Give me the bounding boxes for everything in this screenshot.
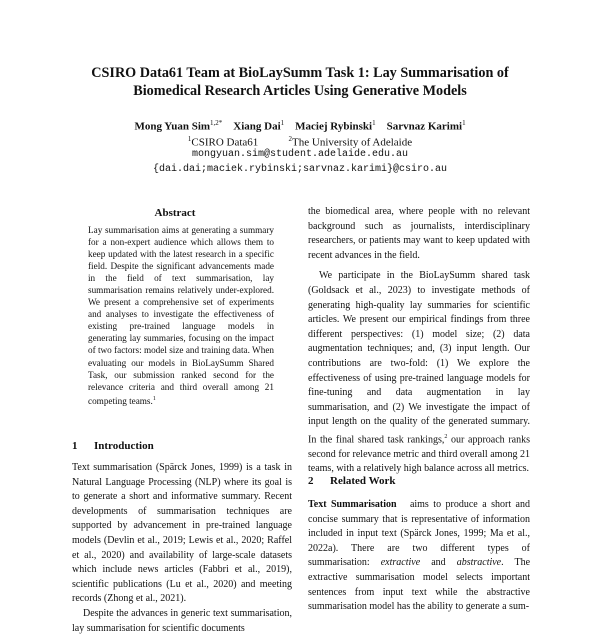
intro-paragraph-1: Text summarisation (Spärck Jones, 1999) is a task in Natural Language Processing (NLP) where its goal is to generate a short and informative summary. Recent developments of summarisation techniques are supported by advancement in pre-trained language models (Devlin et al., 2019; Lewis et al., 2020; Raffel et al., 2020) and availability of large-scale datasets which include news articles (Fabbri et al., 2019), scientific publications (Lu et al., 2020) and meeting records (Zhong et al., 2021). [72, 462, 292, 605]
author-affil-mark: 1 [280, 119, 285, 127]
title-line-2: Biomedical Research Articles Using Generative Models [133, 83, 467, 99]
right-paragraph-2-tail: our approach ranks second for relevance metric and third overall among 21 teams, with a relatively high balance across all metrics. [308, 434, 530, 475]
footnote-mark: 1 [152, 395, 156, 402]
right-paragraph-2 [308, 269, 530, 477]
abstract-text: Lay summarisation aims at generating a summary for a non-expert audience which allows them to keep updated with the latest research in a specific field. Despite the significant advancements made in the field of text summarisation, lay summarisation remains relatively under-explored. We present a comprehensive set of experiments and analyses to investigate the effectiveness of existing pre-trained language models in generating lay summaries, focusing on the impact of two factors: model size and training data. When evaluating our models in BioLaySumm Shared Task, our submission ranked second for the relevance criteria and third overall among 21 competing teams. [88, 225, 274, 406]
author-list [40, 116, 560, 134]
abstract-heading: Abstract [154, 207, 196, 219]
author-affil-mark: 1 [462, 119, 466, 127]
author-affil-mark: 1,2* [210, 119, 223, 127]
email-line-2[interactable]: {dai.dai;maciek.rybinski;sarvnaz.karimi}@csiro.au [152, 164, 448, 175]
section-number: 1 [72, 440, 78, 452]
section-title: Related Work [330, 475, 396, 487]
affiliations [40, 132, 560, 150]
affil-mark: 2 [288, 135, 293, 143]
affil-mark: 1 [187, 135, 192, 143]
section-heading-introduction [72, 440, 154, 452]
footnote-mark: 2 [444, 433, 448, 440]
affil-name: The University of Adelaide [292, 136, 413, 149]
related-paragraph [308, 498, 530, 615]
term-extractive: extractive [380, 557, 421, 569]
intro-paragraph-2: Despite the advances in generic text summarisation, lay summarisation for scientific documents [72, 607, 292, 634]
term-abstractive: abstractive [456, 557, 502, 569]
related-work-column [308, 498, 530, 615]
right-paragraph-2-text: We participate in the BioLaySumm shared task (Goldsack et al., 2023) to investigate methods of generating high-quality lay summaries for scientific articles. We present our empirical findings from three different perspectives: (1) model size; (2) data augmentation techniques; and, (3) input length. Our contributions are two-fold: (1) We explore the effectiveness of using pre-trained language models for fine-tuning and data augmentation in lay summarisation, and (2) We investigate the impact of input length on the quality of the generated summary. In the final shared task rankings, [308, 270, 530, 446]
author-name: Xiang Dai [233, 120, 281, 133]
paper-title [40, 64, 560, 100]
paragraph-label: Text Summarisation [308, 499, 397, 510]
title-line-1: CSIRO Data61 Team at BioLaySumm Task 1: Lay Summarisation of [91, 65, 509, 81]
author-name: Maciej Rybinski [295, 120, 373, 133]
intro-column [72, 461, 292, 636]
email-line-1[interactable]: mongyuan.sim@student.adelaide.edu.au [191, 149, 409, 160]
right-column [308, 205, 530, 477]
section-title: Introduction [94, 440, 154, 452]
author-affil-mark: 1 [372, 119, 376, 127]
related-text-1: aims to produce a short and concise summary that is representative of information included in input text (Spärck Jones, 1999; Ma et al., 2022a). There are two different types of summarisation: [308, 499, 530, 569]
related-and: and [431, 557, 446, 569]
right-paragraph-1: the biomedical area, where people with no relevant background such as journalists, interdisciplinary researchers, or patients may want to keep updated with recent advances in the field. [308, 206, 530, 261]
author-name: Mong Yuan Sim [134, 120, 211, 133]
abstract-body [88, 224, 274, 407]
section-number: 2 [308, 475, 314, 487]
author-name: Sarvnaz Karimi [386, 120, 463, 133]
section-heading-related-work [308, 475, 396, 487]
affil-name: CSIRO Data61 [191, 136, 259, 149]
related-text-2: . The extractive summarisation model selects important sentences from input text while the abstractive summarisation model has the ability to generate a sum- [308, 557, 531, 613]
